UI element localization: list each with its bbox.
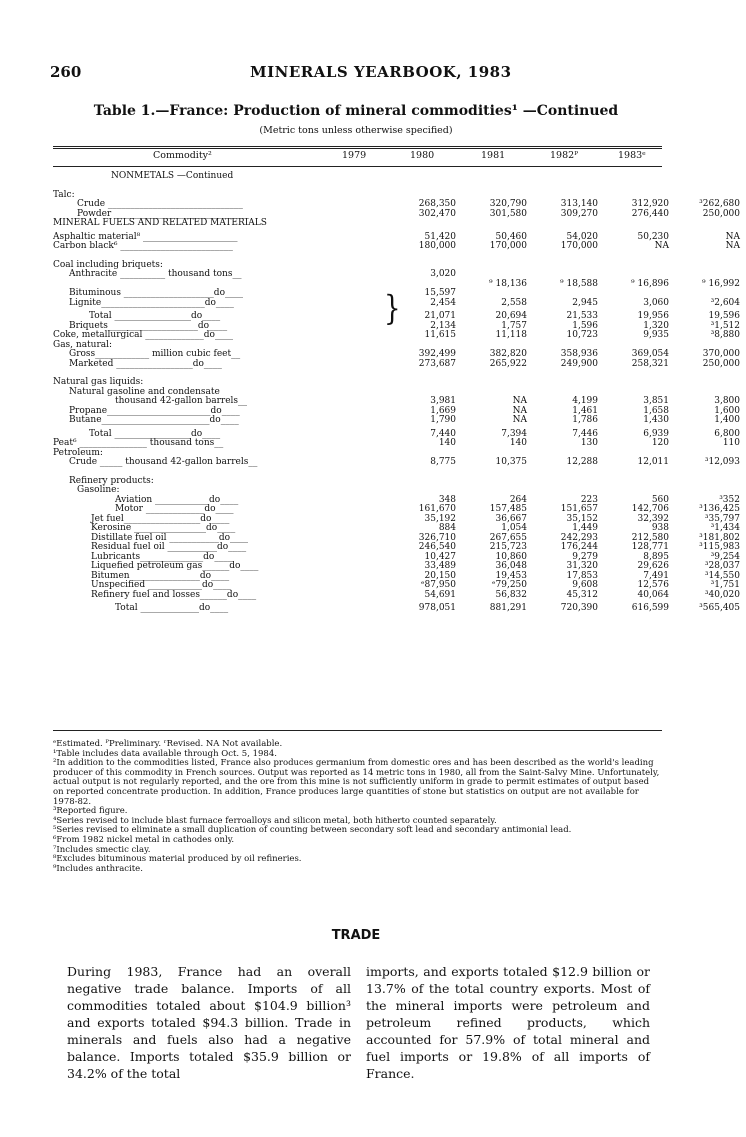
row-label: Bitumen _______________do____ <box>91 570 230 581</box>
row-label: Jet fuel_________________do____ <box>91 513 230 524</box>
cell-value: 9,935 <box>643 330 669 340</box>
cell-value: 392,499 <box>418 349 456 359</box>
cell-value: 978,051 <box>418 603 456 613</box>
cell-value: 54,691 <box>424 589 456 600</box>
row-label: Marketed _________________do____ <box>69 358 222 369</box>
cell-value: 21,071 <box>424 311 456 321</box>
table-title: Table 1.—France: Production of mineral commodities¹ —Continued <box>93 103 619 119</box>
cell-value: 1,461 <box>572 405 598 416</box>
table-header <box>53 150 662 165</box>
footnote: ⁵Series revised to eliminate a small duplication of counting between secondary soft lead and secondary antimonial lead. <box>53 825 572 836</box>
table-row <box>53 604 746 614</box>
col-header-1981: 1981 <box>481 150 506 161</box>
cell-value <box>675 172 746 182</box>
cell-value: 20,694 <box>495 311 527 321</box>
cell-value <box>391 219 462 229</box>
table-row <box>53 416 746 426</box>
cell-value: 170,000 <box>560 241 598 251</box>
cell-value: 938 <box>651 523 669 533</box>
cell-value: ³1,512 <box>710 320 740 331</box>
row-label: Coke, metallurgical _____________do____ <box>53 330 233 340</box>
cell-value <box>604 378 675 388</box>
cell-value: 326,710 <box>418 532 456 543</box>
table-subtitle: (Metric tons unless otherwise specified) <box>259 125 453 136</box>
cell-value: 369,054 <box>631 349 669 359</box>
cell-value <box>391 378 462 388</box>
cell-value: ³9,254 <box>710 551 740 562</box>
row-label: Gasoline: <box>77 485 120 495</box>
cell-value: 3,800 <box>714 396 740 406</box>
table-row <box>53 172 746 182</box>
cell-value: 250,000 <box>702 208 740 219</box>
row-label: Refinery fuel and losses______do____ <box>91 589 257 600</box>
cell-value: 264 <box>509 494 527 505</box>
cell-value: 12,288 <box>566 457 598 467</box>
cell-value: 10,375 <box>495 457 527 467</box>
cell-value: 1,790 <box>430 415 456 425</box>
cell-value: 19,453 <box>495 570 527 581</box>
cell-value: 10,860 <box>495 551 527 562</box>
row-label: Liquefied petroleum gas______do____ <box>91 561 259 571</box>
row-label: NONMETALS —Continued <box>111 171 234 181</box>
cell-value: ³8,880 <box>710 330 740 340</box>
cell-value: ³28,037 <box>704 561 740 571</box>
cell-value <box>604 261 675 271</box>
cell-value: 301,580 <box>489 208 527 219</box>
cell-value: 302,470 <box>418 208 456 219</box>
cell-value: NA <box>725 241 740 251</box>
footnote: ³Reported figure. <box>53 806 128 817</box>
row-label: Bituminous ____________________do____ <box>69 288 243 298</box>
cell-value: ³115,983 <box>699 542 740 552</box>
cell-value <box>533 172 604 182</box>
cell-value: ⁹ 16,992 <box>702 278 740 289</box>
cell-value: ³40,020 <box>704 589 740 600</box>
cell-value: 17,853 <box>566 570 598 581</box>
cell-value: 7,394 <box>501 428 527 439</box>
footnote: ¹Table includes data available through Oct. 5, 1984. <box>53 748 277 759</box>
running-title: MINERALS YEARBOOK, 1983 <box>250 63 512 81</box>
row-label: Propane_______________________do____ <box>69 405 240 416</box>
cell-value: ᵉ79,250 <box>492 580 527 590</box>
cell-value: 370,000 <box>702 349 740 359</box>
cell-value: 1,669 <box>430 405 456 416</box>
footnote: ⁴Series revised to include blast furnace ferroalloys and silicon metal, both hitherto counted separately. <box>53 815 497 826</box>
footnote: ⁶From 1982 nickel metal in cathodes only. <box>53 834 235 845</box>
cell-value: 56,832 <box>495 589 527 600</box>
table-spacer <box>53 369 746 378</box>
table-top-rule-2 <box>53 148 662 149</box>
cell-value: 33,489 <box>424 561 456 571</box>
footnote: ᵉEstimated. ᴾPreliminary. ʳRevised. NA Not available. <box>53 739 283 749</box>
row-label: Total _________________do____ <box>89 428 221 439</box>
row-label: Peat⁶ _______________ thousand tons__ <box>53 438 224 448</box>
cell-value: NA <box>512 415 527 425</box>
cell-value: ³1,751 <box>710 580 740 590</box>
cell-value: ³262,680 <box>699 199 740 209</box>
cell-value: 50,230 <box>637 231 669 242</box>
row-label: MINERAL FUELS AND RELATED MATERIALS <box>53 218 267 228</box>
cell-value: NA <box>512 396 527 406</box>
table-spacer <box>53 182 746 191</box>
cell-value <box>675 219 746 229</box>
row-label: Briquets____________________do____ <box>69 320 228 331</box>
row-label: Kerosine ________________do____ <box>91 523 236 533</box>
cell-value: ³565,405 <box>699 603 740 613</box>
col-header-commodity: Commodity² <box>153 150 212 161</box>
cell-value: 3,981 <box>430 396 456 406</box>
section-heading-trade: TRADE <box>331 928 381 943</box>
cell-value: 110 <box>722 438 740 448</box>
row-label: Carbon black⁶ _________________________ <box>53 241 233 251</box>
trade-paragraph-left: During 1983, France had an overall negative trade balance. Imports of all commodities totaled about $104.9 billion³ and exports totaled $94.3 billion. Trade in minerals and fuels also had a negative balance. Imports totaled $35.9 billion or 34.2% of the total <box>67 964 351 1081</box>
row-label: Butane________________________do____ <box>69 415 239 425</box>
cell-value: 4,199 <box>572 396 598 406</box>
cell-value: 15,597 <box>424 288 456 298</box>
production-table <box>53 172 746 614</box>
row-label: Distillate fuel oil ___________do____ <box>91 532 249 543</box>
cell-value: ³2,604 <box>710 297 740 308</box>
footnote: ⁹Includes anthracite. <box>53 863 143 874</box>
cell-value: ³352 <box>719 494 740 505</box>
cell-value: ³136,425 <box>699 504 740 514</box>
col-header-1979: 1979 <box>342 150 367 161</box>
cell-value: 54,020 <box>566 231 598 242</box>
cell-value: 161,670 <box>418 504 456 514</box>
cell-value: 36,667 <box>495 513 527 524</box>
cell-value: 176,244 <box>560 542 598 552</box>
cell-value: 142,706 <box>631 504 669 514</box>
row-label: Residual fuel oil ___________do____ <box>91 542 247 552</box>
cell-value: 249,900 <box>560 358 598 369</box>
cell-value: 1,400 <box>714 415 740 425</box>
cell-value: 1,596 <box>572 320 598 331</box>
cell-value <box>675 261 746 271</box>
cell-value: 1,449 <box>572 523 598 533</box>
cell-value: 21,533 <box>566 311 598 321</box>
cell-value: 1,430 <box>643 415 669 425</box>
cell-value: 246,540 <box>418 542 456 552</box>
cell-value: 10,723 <box>566 330 598 340</box>
cell-value: 130 <box>580 438 598 448</box>
cell-value: 10,427 <box>424 551 456 562</box>
cell-value: 35,192 <box>424 513 456 524</box>
cell-value: 29,626 <box>637 561 669 571</box>
row-label: Talc: <box>53 189 75 200</box>
cell-value <box>462 378 533 388</box>
cell-value <box>462 219 533 229</box>
cell-value: ⁹ 16,896 <box>631 278 669 289</box>
row-label: Asphaltic material⁸ _____________________ <box>53 231 238 242</box>
cell-value: 212,580 <box>631 532 669 543</box>
footnote: ⁷Includes smectic clay. <box>53 844 151 855</box>
cell-value: 12,011 <box>637 457 669 467</box>
cell-value <box>462 261 533 271</box>
cell-value: ³181,802 <box>699 532 740 543</box>
cell-value <box>391 477 462 487</box>
cell-value: 51,420 <box>424 231 456 242</box>
cell-value <box>462 477 533 487</box>
page-number: 260 <box>50 63 82 81</box>
cell-value <box>675 378 746 388</box>
row-label: Anthracite __________ thousand tons__ <box>69 269 242 279</box>
table-spacer <box>53 468 746 477</box>
cell-value <box>533 378 604 388</box>
cell-value <box>462 172 533 182</box>
row-label: Refinery products: <box>69 475 154 486</box>
table-row <box>53 439 746 449</box>
cell-value: 242,293 <box>560 532 598 543</box>
cell-value: ³14,550 <box>704 570 740 581</box>
cell-value: 19,596 <box>708 311 740 321</box>
cell-value: 2,454 <box>430 297 456 308</box>
cell-value: 2,558 <box>501 297 527 308</box>
cell-value: 7,491 <box>643 570 669 581</box>
cell-value: 36,048 <box>495 561 527 571</box>
row-label: Powder ______________________________ <box>77 208 250 219</box>
cell-value <box>604 172 675 182</box>
footnote: ²In addition to the commodities listed, France also produces germanium from domestic ores and has been described as the world's leading producer of this commodity in French sources. Output was reported as 14 metric tons in 1980, all from the Saint-Salvy Mine. Unfortunately, actual output is not regularly reported, and the ore from this mine is not sufficiently uniform in grade to permit estimates of output based on reported concentrate production. In addition, France produces large quantities of stone but statistics on output are not available for 1978-82. <box>53 758 660 807</box>
table-row <box>53 331 746 341</box>
cell-value: 265,922 <box>489 358 527 369</box>
row-label: thousand 42-gallon barrels__ <box>115 396 248 406</box>
cell-value: 157,485 <box>489 504 527 514</box>
cell-value: 170,000 <box>489 241 527 251</box>
cell-value: 11,118 <box>495 330 527 340</box>
cell-value: 3,020 <box>430 269 456 279</box>
cell-value: 320,790 <box>489 199 527 209</box>
cell-value: 250,000 <box>702 358 740 369</box>
cell-value: NA <box>725 231 740 242</box>
row-label: Lubricants______________do____ <box>91 551 233 562</box>
cell-value: 884 <box>438 523 456 533</box>
row-label: Gas, natural: <box>53 339 113 350</box>
cell-value: 267,655 <box>489 532 527 543</box>
cell-value: 9,608 <box>572 580 598 590</box>
row-label: Crude _____ thousand 42-gallon barrels__ <box>69 457 258 467</box>
cell-value: 32,392 <box>637 513 669 524</box>
cell-value <box>391 172 462 182</box>
cell-value <box>533 477 604 487</box>
cell-value: 6,800 <box>714 428 740 439</box>
cell-value: 1,658 <box>643 405 669 416</box>
cell-value: 19,956 <box>637 311 669 321</box>
table-row <box>53 458 746 468</box>
cell-value: 309,270 <box>560 208 598 219</box>
table-top-rule <box>53 146 662 147</box>
cell-value: 7,446 <box>572 428 598 439</box>
table-footnotes <box>53 740 662 874</box>
cell-value: 1,600 <box>714 405 740 416</box>
brace-coal: } <box>384 289 401 329</box>
trade-paragraph-right: imports, and exports totaled $12.9 billion or 13.7% of the total country exports. Most of the mineral imports were petroleum and petroleum refined products, which accounted for 57.9% of total mineral and fuel imports or 19.8% of all imports of France. <box>366 964 650 1081</box>
row-label: Lignite_______________________do____ <box>69 297 234 308</box>
cell-value: 50,460 <box>495 231 527 242</box>
row-label: Motor _____________do____ <box>115 504 234 514</box>
cell-value: 40,064 <box>637 589 669 600</box>
cell-value: 312,920 <box>631 199 669 209</box>
cell-value <box>533 219 604 229</box>
cell-value: 7,440 <box>430 428 456 439</box>
cell-value: 215,723 <box>489 542 527 552</box>
cell-value: ᵉ87,950 <box>421 580 456 590</box>
cell-value: 3,851 <box>643 396 669 406</box>
cell-value: 45,312 <box>566 589 598 600</box>
col-header-1980: 1980 <box>410 150 435 161</box>
table-row <box>53 219 746 229</box>
cell-value <box>533 261 604 271</box>
cell-value: 2,134 <box>430 320 456 331</box>
cell-value: 268,350 <box>418 199 456 209</box>
cell-value: 180,000 <box>418 241 456 251</box>
row-label: Natural gas liquids: <box>53 377 144 387</box>
cell-value: 273,687 <box>418 358 456 369</box>
table-row <box>53 242 746 252</box>
cell-value: 382,820 <box>489 349 527 359</box>
cell-value: 1,320 <box>643 320 669 331</box>
cell-value: 223 <box>580 494 598 505</box>
cell-value: 31,320 <box>566 561 598 571</box>
cell-value: 8,895 <box>643 551 669 562</box>
row-label: Petroleum: <box>53 447 103 458</box>
cell-value: 560 <box>651 494 669 505</box>
cell-value: ⁹ 18,136 <box>489 278 527 289</box>
cell-value: 11,615 <box>424 330 456 340</box>
row-label: Natural gasoline and condensate <box>69 386 220 397</box>
table-row <box>53 477 746 487</box>
cell-value: ³1,434 <box>710 523 740 533</box>
cell-value: 276,440 <box>631 208 669 219</box>
cell-value <box>675 477 746 487</box>
col-header-1983: 1983ᵉ <box>618 150 646 161</box>
cell-value: 9,279 <box>572 551 598 562</box>
table-bottom-rule <box>53 730 662 731</box>
cell-value: 313,140 <box>560 199 598 209</box>
cell-value: 3,060 <box>643 297 669 308</box>
cell-value: 140 <box>438 438 456 448</box>
row-label: Crude ______________________________ <box>77 199 243 209</box>
cell-value <box>604 219 675 229</box>
footnote: ⁸Excludes bituminous material produced by oil refineries. <box>53 854 302 865</box>
cell-value: 616,599 <box>631 603 669 613</box>
cell-value: NA <box>512 405 527 416</box>
cell-value: NA <box>654 241 669 251</box>
row-label: Coal including briquets: <box>53 259 163 270</box>
cell-value: 881,291 <box>489 603 527 613</box>
row-label: Unspecified ____________do____ <box>91 580 232 590</box>
cell-value: 720,390 <box>560 603 598 613</box>
cell-value: 151,657 <box>560 504 598 514</box>
cell-value: 35,152 <box>566 513 598 524</box>
table-row <box>53 360 746 370</box>
col-header-1982: 1982ᴾ <box>550 150 579 161</box>
cell-value: 12,576 <box>637 580 669 590</box>
cell-value: 258,321 <box>631 358 669 369</box>
row-label: Aviation ____________do____ <box>115 494 239 505</box>
row-label: Gross____________ million cubic feet__ <box>69 349 241 359</box>
row-label: Total _________________do____ <box>89 311 221 321</box>
cell-value: 20,150 <box>424 570 456 581</box>
cell-value: ⁹ 18,588 <box>560 278 598 289</box>
table-header-rule <box>53 166 662 167</box>
cell-value: ³12,093 <box>704 457 740 467</box>
cell-value: 1,786 <box>572 415 598 425</box>
cell-value: 140 <box>509 438 527 448</box>
cell-value: 128,771 <box>631 542 669 552</box>
cell-value <box>604 477 675 487</box>
cell-value: 8,775 <box>430 457 456 467</box>
cell-value: 358,936 <box>560 349 598 359</box>
cell-value: 120 <box>651 438 669 448</box>
table-row <box>53 591 746 601</box>
cell-value: 2,945 <box>572 297 598 308</box>
cell-value: 1,757 <box>501 320 527 331</box>
cell-value: 6,939 <box>643 428 669 439</box>
row-label: Total _____________do____ <box>115 603 229 613</box>
cell-value: 348 <box>438 494 456 505</box>
cell-value: ³35,797 <box>704 513 740 524</box>
cell-value: 1,054 <box>501 523 527 533</box>
